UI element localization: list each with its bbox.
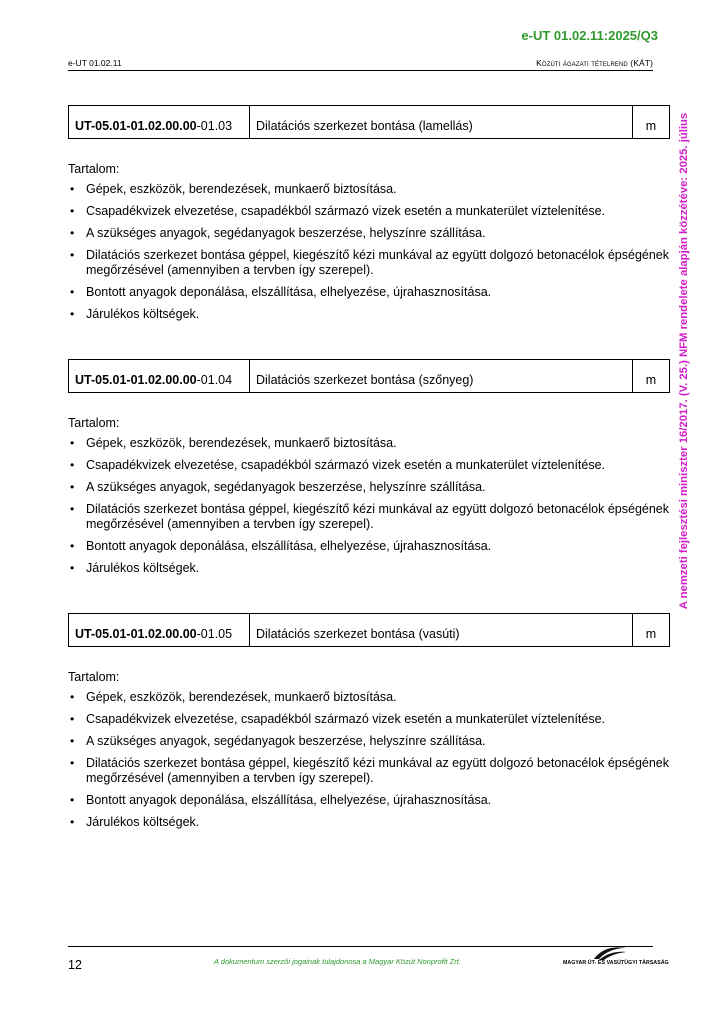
list-item: • Csapadékvizek elvezetése, csapadékból származó vizek esetén a munkaterület víztelenítése. xyxy=(68,712,670,727)
item-code-suffix: -01.04 xyxy=(196,373,233,387)
item-code xyxy=(69,614,250,646)
item-code xyxy=(69,360,250,392)
content-heading: Tartalom: xyxy=(68,416,120,430)
copyright-notice: A dokumentum szerzői jogainak tulajdonosa a Magyar Közút Nonprofit Zrt. xyxy=(214,957,461,966)
list-item: • A szükséges anyagok, segédanyagok beszerzése, helyszínre szállítása. xyxy=(68,734,670,749)
content-list xyxy=(68,690,670,830)
list-item: • Dilatációs szerkezet bontása géppel, kiegészítő kézi munkával az együtt dolgozó betonacélok épségének megőrzésével (amennyiben a tervben így szerepel). xyxy=(68,248,670,278)
list-item: • Járulékos költségek. xyxy=(68,815,670,830)
item-unit: m xyxy=(645,119,657,133)
item-table xyxy=(68,105,670,139)
list-item: • Bontott anyagok deponálása, elszállítása, elhelyezése, újrahasznosítása. xyxy=(68,539,670,554)
header-left: e-UT 01.02.11 xyxy=(68,58,122,68)
page-header xyxy=(68,58,653,71)
list-item: • Csapadékvizek elvezetése, csapadékból származó vizek esetén a munkaterület víztelenítése. xyxy=(68,458,670,473)
item-description: Dilatációs szerkezet bontása (lamellás) xyxy=(250,106,633,138)
header-right: Közúti ágazati tételrend (KÁT) xyxy=(536,58,653,68)
content-list xyxy=(68,436,670,576)
list-item: • Bontott anyagok deponálása, elszállítása, elhelyezése, újrahasznosítása. xyxy=(68,793,670,808)
list-item: • Dilatációs szerkezet bontása géppel, kiegészítő kézi munkával az együtt dolgozó betonacélok épségének megőrzésével (amennyiben a tervben így szerepel). xyxy=(68,756,670,786)
item-table xyxy=(68,613,670,647)
list-item: • Csapadékvizek elvezetése, csapadékból származó vizek esetén a munkaterület víztelenítése. xyxy=(68,204,670,219)
list-item: • Dilatációs szerkezet bontása géppel, kiegészítő kézi munkával az együtt dolgozó betonacélok épségének megőrzésével (amennyiben a tervben így szerepel). xyxy=(68,502,670,532)
item-code-suffix: -01.03 xyxy=(196,119,233,133)
item-table xyxy=(68,359,670,393)
item-code-main: UT-05.01-01.02.00.00 xyxy=(75,119,197,133)
item-description: Dilatációs szerkezet bontása (vasúti) xyxy=(250,614,633,646)
item-section xyxy=(68,359,670,583)
content-list xyxy=(68,182,670,322)
content-heading: Tartalom: xyxy=(68,670,120,684)
page-number: 12 xyxy=(68,958,82,972)
item-code-suffix: -01.05 xyxy=(196,627,233,641)
document-code: e-UT 01.02.11:2025/Q3 xyxy=(521,28,658,43)
list-item: • Gépek, eszközök, berendezések, munkaerő biztosítása. xyxy=(68,436,670,451)
list-item: • Gépek, eszközök, berendezések, munkaerő biztosítása. xyxy=(68,182,670,197)
swoosh-logo-icon xyxy=(593,945,627,961)
society-logo xyxy=(563,945,669,969)
item-code-main: UT-05.01-01.02.00.00 xyxy=(75,373,197,387)
content-heading: Tartalom: xyxy=(68,162,120,176)
list-item: • A szükséges anyagok, segédanyagok beszerzése, helyszínre szállítása. xyxy=(68,480,670,495)
item-description: Dilatációs szerkezet bontása (szőnyeg) xyxy=(250,360,633,392)
list-item: • Gépek, eszközök, berendezések, munkaerő biztosítása. xyxy=(68,690,670,705)
item-section xyxy=(68,105,670,329)
list-item: • Járulékos költségek. xyxy=(68,561,670,576)
logo-text: MAGYAR ÚT- ÉS VASÚTÜGYI TÁRSASÁG xyxy=(563,960,669,966)
side-publication-note xyxy=(672,95,696,627)
list-item: • Járulékos költségek. xyxy=(68,307,670,322)
item-code-main: UT-05.01-01.02.00.00 xyxy=(75,627,197,641)
item-unit: m xyxy=(645,627,657,641)
list-item: • A szükséges anyagok, segédanyagok beszerzése, helyszínre szállítása. xyxy=(68,226,670,241)
side-text: A nemzeti fejlesztési miniszter 16/2017. (V. 25.) NFM rendelete alapján közzétéve: 2025. július xyxy=(678,112,690,610)
item-section xyxy=(68,613,670,837)
item-unit: m xyxy=(645,373,657,387)
item-code xyxy=(69,106,250,138)
list-item: • Bontott anyagok deponálása, elszállítása, elhelyezése, újrahasznosítása. xyxy=(68,285,670,300)
